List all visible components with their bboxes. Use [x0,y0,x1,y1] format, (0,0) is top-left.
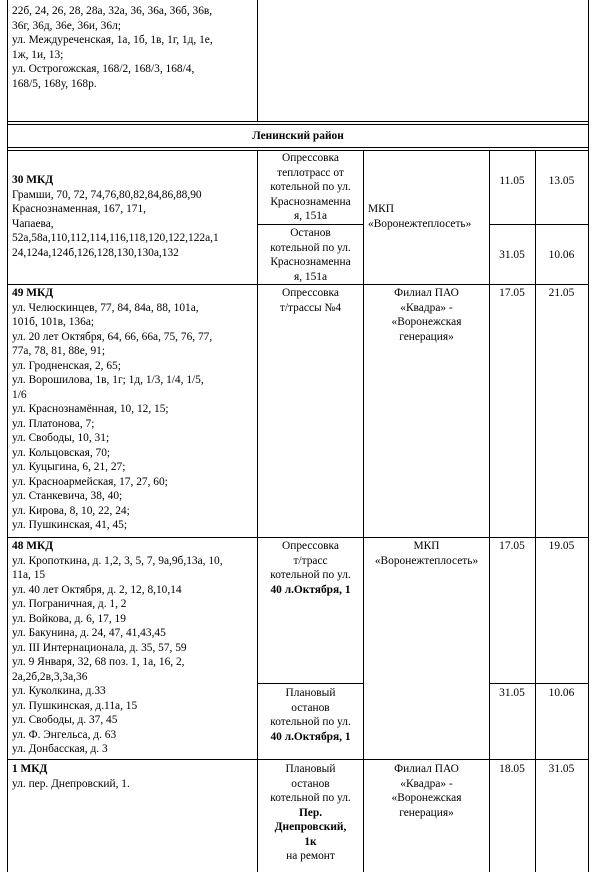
row-30-end-date-1: 13.05 [548,175,575,187]
address-line: 101б, 101в, 136а; [12,316,95,328]
row-divider [7,284,589,285]
work-line: Опрессовка [282,287,339,299]
address-line: ул. Куколкина, д.33 [12,685,106,697]
row-30-addresses [12,173,254,260]
address-line: 36г, 36д, 36е, 36и, 36л; [12,19,121,32]
subrow-divider [257,683,363,684]
row-48-start-date-2: 31.05 [499,687,525,699]
address-line: 52а,58а,110,112,114,116,118,120,122,122а,1 [12,232,219,244]
building-count: 49 МКД [12,287,54,299]
address-line: ул. Кирова, 8, 10, 22, 24; [12,504,130,517]
row-48-end-date-1: 19.05 [548,540,575,552]
work-line: я, 151а [293,210,328,222]
row-30-end-date-2: 10.06 [548,249,575,261]
work-line: Опрессовка [282,540,339,552]
address-line: 2а,2б,2в,3,3а,36 [12,670,88,683]
row-divider [7,147,589,148]
row-30-work-2 [258,226,363,284]
work-line: котельной по ул. [270,569,351,581]
org-line: «Воронежтеплосеть» [368,217,472,230]
address-line: ул. Краснознамённая, 10, 12, 15; [12,403,169,415]
address-line: ул. Свободы, д. 37, 45 [12,714,118,726]
row-48-end-date-2: 10.06 [548,687,575,699]
row-48-work-1 [258,539,363,597]
address-line: ул. 20 лет Октября, 64, 66, 66а, 75, 76, 77, [12,330,213,343]
building-count: 48 МКД [12,540,54,552]
subrow-divider [489,224,589,225]
address-line: ул. Войкова, д. 6, 17, 19 [12,612,126,625]
row-49-work [258,286,363,315]
org-line: «Воронежская [391,316,462,328]
work-line: на ремонт [286,850,335,862]
address-line: ул. Пограничная, д. 1, 2 [12,598,127,610]
address-line: ул. Пушкинская, д.11а, 15 [12,699,138,712]
row-48-organization [364,539,489,568]
address-line: Чапаева, [12,217,54,230]
work-line-bold: Пер. [298,806,323,819]
org-line: «Воронежская [391,792,462,804]
column-divider [257,0,258,121]
row-48-addresses [12,539,254,757]
org-line: Филиал ПАО [394,763,459,775]
org-line: «Квадра» - [400,301,453,314]
address-line: ул. Донбасская, д. 3 [12,743,108,755]
work-line: котельной по ул. [270,181,351,193]
address-line: ул. Платонова, 7; [12,417,95,430]
address-line: 1/6 [12,388,27,401]
address-line: ул. Челюскинцев, 77, 84, 84а, 88, 101а, [12,301,199,314]
address-line: ул. Станкевича, 38, 40; [12,490,123,502]
address-line: 24,124а,124б,126,128,130,130а,132 [12,246,179,259]
row-49-end-date: 21.05 [548,287,575,299]
org-line: генерация» [399,806,454,819]
work-line: котельной по ул. [270,716,351,728]
row-1-addresses [12,762,254,791]
work-line: Плановый [285,687,336,699]
building-count: 1 МКД [12,763,48,775]
row-1-start-date: 18.05 [499,763,525,775]
top-addresses [12,4,254,91]
address-line: Краснознаменная, 167, 171, [12,203,147,215]
row-divider [7,537,589,538]
org-line: генерация» [399,330,454,343]
address-line: ул. Ф. Энгельса, д. 63 [12,728,117,741]
work-line: Краснознаменна [270,256,351,268]
address-line: ул. Кропоткина, д. 1,2, 3, 5, 7, 9а,9б,13а, 10, [12,554,223,567]
district-heading: Ленинский район [252,130,344,142]
row-30-start-date-2: 31.05 [499,249,525,261]
row-divider [7,759,589,760]
building-count: 30 МКД [12,174,54,186]
row-49-organization [364,286,489,344]
address-line: 11а, 15 [12,569,46,581]
subrow-divider [489,683,589,684]
row-30-organization [368,202,488,231]
work-line-bold: Днепровский, [274,821,347,833]
address-line: Грамши, 70, 72, 74,76,80,82,84,86,88,90 [12,188,202,201]
address-line: 22б, 24, 26, 28, 28а, 32а, 36, 36а, 36б, 36в, [12,5,213,17]
work-line: Останов [290,227,331,239]
address-line: ул. Гродненская, 2, 65; [12,359,121,372]
row-49-start-date: 17.05 [499,287,525,299]
address-line: ул. пер. Днепровский, 1. [12,777,130,790]
work-line-bold: 40 л.Октября, 1 [270,730,351,743]
address-line: ул. Междуреченская, 1а, 1б, 1в, 1г, 1д, 1е, [12,34,213,46]
work-line: я, 151а [293,270,328,283]
address-line: 168/5, 168у, 168р. [12,77,97,90]
row-30-start-date-1: 11.05 [499,175,525,187]
org-line: «Квадра» - [400,777,453,790]
org-line: МКП [413,540,440,552]
work-line: Плановый [285,763,336,775]
address-line: 1ж, 1и, 13; [12,48,64,61]
schedule-document [7,0,591,872]
row-30-work-1 [258,151,363,224]
work-line: котельной по ул. [270,241,351,254]
org-line: МКП [368,203,394,215]
work-line: котельной по ул. [270,792,351,804]
row-divider [7,124,589,125]
work-line: т/трассы №4 [279,301,342,314]
row-48-work-2 [258,686,363,744]
work-line: Опрессовка [282,152,339,164]
org-line: Филиал ПАО [394,287,459,299]
subrow-divider [257,224,363,225]
address-line: ул. Бакунина, д. 24, 47, 41,43,45 [12,627,166,639]
row-divider [7,121,589,122]
work-line: теплотрасс от [277,166,344,179]
address-line: ул. Свободы, 10, 31; [12,432,110,444]
address-line: ул. Ворошилова, 1в, 1г; 1д, 1/3, 1/4, 1/5, [12,374,204,386]
address-line: ул. III Интернационала, д. 35, 57, 59 [12,641,187,654]
row-1-end-date: 31.05 [548,763,575,775]
address-line: ул. 9 Января, 32, 68 поз. 1, 1а, 16, 2, [12,656,185,668]
row-1-organization [364,762,489,820]
address-line: ул. Кольцовская, 70; [12,446,111,459]
work-line: останов [291,777,330,790]
work-line: т/трасс [293,554,328,567]
address-line: ул. Острогожская, 168/2, 168/3, 168/4, [12,63,195,75]
work-line-bold: 1к [304,835,317,848]
row-49-addresses [12,286,254,533]
row-1-work [258,762,363,864]
work-line-bold: 40 л.Октября, 1 [270,583,351,596]
row-48-start-date-1: 17.05 [499,540,525,552]
work-line: останов [291,701,330,714]
address-line: ул. Красноармейская, 17, 27, 60; [12,475,168,488]
address-line: ул. 40 лет Октября, д. 2, 12, 8,10,14 [12,583,182,596]
address-line: ул. Куцыгина, 6, 21, 27; [12,461,126,473]
address-line: ул. Пушкинская, 41, 45; [12,519,128,531]
work-line: Краснознаменна [270,195,351,208]
address-line: 77а, 78, 81, 88е, 91; [12,345,106,357]
org-line: «Воронежтеплосеть» [374,554,479,567]
